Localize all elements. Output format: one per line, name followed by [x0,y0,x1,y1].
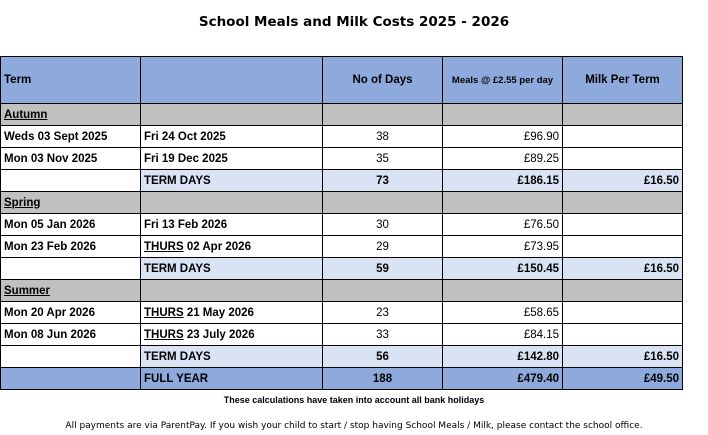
total-label: TERM DAYS [141,258,323,280]
end-date-rest: 02 Apr 2026 [183,240,251,253]
table-row [1,236,683,258]
end-day-prefix: THURS [144,240,184,253]
header-milk: Milk Per Term [563,57,683,104]
end-date-rest: 23 July 2026 [183,328,255,341]
total-label: TERM DAYS [141,346,323,368]
total-meals: £150.45 [443,258,563,280]
total-meals: £186.15 [443,170,563,192]
full-year-meals: £479.40 [443,368,563,390]
section-label: Summer [1,280,141,302]
header-end [141,57,323,104]
total-label: TERM DAYS [141,170,323,192]
meals-cell: £76.50 [443,214,563,236]
milk-cell [563,236,683,258]
end-date [141,236,323,258]
header-term: Term [1,57,141,104]
meals-cell: £96.90 [443,126,563,148]
table-row [1,148,683,170]
header-meals: Meals @ £2.55 per day [443,57,563,104]
total-meals: £142.80 [443,346,563,368]
bank-holiday-note: These calculations have taken into account all bank holidays [223,395,485,405]
full-year-days: 188 [323,368,443,390]
meals-cell: £58.65 [443,302,563,324]
milk-cell [563,126,683,148]
payment-footer: All payments are via ParentPay. If you wish your child to start / stop having School Meals / Milk, please contact the school office. [65,421,643,431]
total-days: 56 [323,346,443,368]
table-row [1,214,683,236]
costs-table [0,56,683,390]
days-cell: 33 [323,324,443,346]
full-year-row [1,368,683,390]
section-spring [1,192,683,214]
end-day-prefix: THURS [144,306,184,319]
total-days: 73 [323,170,443,192]
full-year-milk: £49.50 [563,368,683,390]
end-date: Fri 13 Feb 2026 [141,214,323,236]
start-date: Mon 03 Nov 2025 [1,148,141,170]
milk-cell [563,148,683,170]
end-day-prefix: THURS [144,328,184,341]
table-row [1,302,683,324]
end-date [141,324,323,346]
total-days: 59 [323,258,443,280]
milk-cell [563,302,683,324]
total-milk: £16.50 [563,346,683,368]
days-cell: 35 [323,148,443,170]
end-date: Fri 19 Dec 2025 [141,148,323,170]
total-milk: £16.50 [563,170,683,192]
section-label: Autumn [1,104,141,126]
start-date: Mon 05 Jan 2026 [1,214,141,236]
term-total-row [1,170,683,192]
page-title: School Meals and Milk Costs 2025 - 2026 [198,14,510,30]
table-row [1,324,683,346]
header-row [1,57,683,104]
header-days: No of Days [323,57,443,104]
start-date: Weds 03 Sept 2025 [1,126,141,148]
full-year-label: FULL YEAR [141,368,323,390]
meals-cell: £73.95 [443,236,563,258]
section-label: Spring [1,192,141,214]
start-date: Mon 23 Feb 2026 [1,236,141,258]
days-cell: 29 [323,236,443,258]
total-milk: £16.50 [563,258,683,280]
meals-cell: £84.15 [443,324,563,346]
end-date-rest: 21 May 2026 [183,306,254,319]
table-row [1,126,683,148]
section-autumn [1,104,683,126]
milk-cell [563,214,683,236]
term-total-row [1,258,683,280]
start-date: Mon 08 Jun 2026 [1,324,141,346]
start-date: Mon 20 Apr 2026 [1,302,141,324]
days-cell: 30 [323,214,443,236]
days-cell: 38 [323,126,443,148]
milk-cell [563,324,683,346]
section-summer [1,280,683,302]
end-date: Fri 24 Oct 2025 [141,126,323,148]
days-cell: 23 [323,302,443,324]
term-total-row [1,346,683,368]
end-date [141,302,323,324]
meals-cell: £89.25 [443,148,563,170]
